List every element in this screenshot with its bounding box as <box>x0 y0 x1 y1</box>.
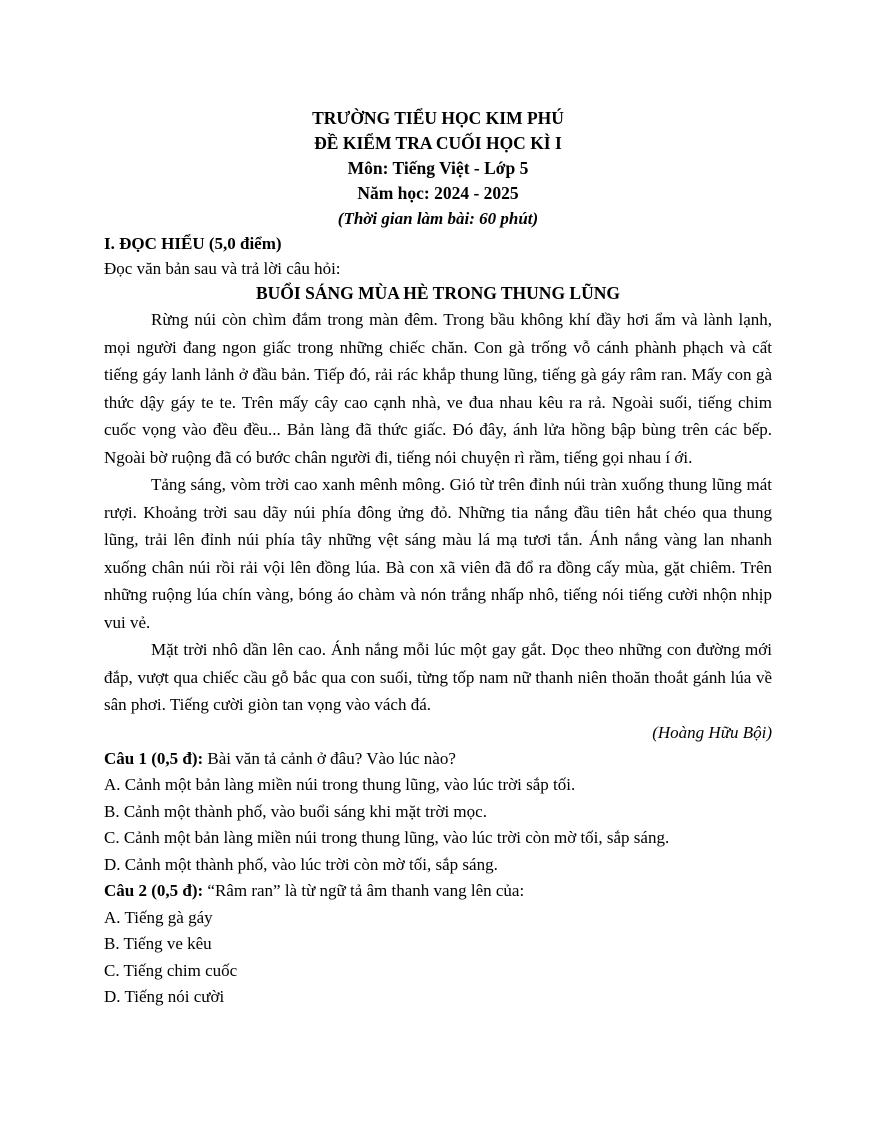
answer-option: A. Tiếng gà gáy <box>104 907 213 927</box>
passage-title: BUỔI SÁNG MÙA HÈ TRONG THUNG LŨNG <box>256 283 620 303</box>
exam-page <box>104 106 772 1011</box>
subject-line: Môn: Tiếng Việt - Lớp 5 <box>347 158 529 178</box>
school-name: TRƯỜNG TIỂU HỌC KIM PHÚ <box>312 108 564 128</box>
passage-author: (Hoàng Hữu Bội) <box>652 722 772 742</box>
passage-paragraph: Rừng núi còn chìm đắm trong màn đêm. Trong bầu không khí đầy hơi ẩm và lành lạnh, mọi người đang ngon giấc trong những chiếc chăn. Con gà trống vỗ cánh phành phạch và cất tiếng gáy lanh lảnh ở đầu bản. Tiếp đó, rải rác khắp thung lũng, tiếng gà gáy râm ran. Mấy con gà thức dậy gáy te te. Trên mấy cây cao cạnh nhà, ve đua nhau kêu ra rả. Ngoài suối, tiếng chim cuốc vọng vào đều đều... Bản làng đã thức giấc. Đó đây, ánh lửa hồng bập bùng trên các bếp. Ngoài bờ ruộng đã có bước chân người đi, tiếng nói chuyện rì rầm, tiếng gọi nhau í ới. <box>104 310 772 467</box>
exam-title: ĐỀ KIỂM TRA CUỐI HỌC KÌ I <box>314 133 562 153</box>
time-limit: (Thời gian làm bài: 60 phút) <box>337 209 539 228</box>
school-year: Năm học: 2024 - 2025 <box>357 183 519 203</box>
answer-option: A. Cảnh một bản làng miền núi trong thung lũng, vào lúc trời sắp tối. <box>104 775 576 794</box>
answer-option: D. Tiếng nói cười <box>104 987 225 1006</box>
section-heading: I. ĐỌC HIỂU (5,0 điểm) <box>104 234 282 253</box>
question-label: Câu 2 (0,5 đ): <box>104 881 204 900</box>
question-2 <box>104 878 772 905</box>
question-1 <box>104 746 772 773</box>
answer-option: C. Tiếng chim cuốc <box>104 960 238 980</box>
answer-option: B. Tiếng ve kêu <box>104 934 212 953</box>
question-text: Bài văn tả cảnh ở đâu? Vào lúc nào? <box>203 748 456 768</box>
section-instruction: Đọc văn bản sau và trả lời câu hỏi: <box>104 259 341 278</box>
answer-option: D. Cảnh một thành phố, vào lúc trời còn mờ tối, sắp sáng. <box>104 854 498 874</box>
answer-option: C. Cảnh một bản làng miền núi trong thung lũng, vào lúc trời còn mờ tối, sắp sáng. <box>104 828 670 847</box>
answer-option: B. Cảnh một thành phố, vào buổi sáng khi mặt trời mọc. <box>104 801 487 821</box>
passage-paragraph: Mặt trời nhô dần lên cao. Ánh nắng mỗi lúc một gay gắt. Dọc theo những con đường mới đắp, vượt qua chiếc cầu gỗ bắc qua con suối, từng tốp nam nữ thanh niên thoăn thoắt gánh lúa về sân phơi. Tiếng cười giòn tan vọng vào vách đá. <box>104 640 772 714</box>
passage-paragraph: Tảng sáng, vòm trời cao xanh mênh mông. Gió từ trên đỉnh núi tràn xuống thung lũng mát rượi. Khoảng trời sau dãy núi phía đông ửng đỏ. Những tia nắng đầu tiên hắt chéo qua thung lũng, trải lên đỉnh núi phía tây những vệt sáng màu lá mạ tươi tắn. Ánh nắng vàng lan nhanh xuống chân núi rồi rải vội lên đồng lúa. Bà con xã viên đã đổ ra đồng cấy mùa, gặt chiêm. Trên những ruộng lúa chín vàng, bóng áo chàm và nón trắng nhấp nhô, tiếng nói tiếng cười nhộn nhịp vui vẻ. <box>104 475 772 632</box>
question-text: “Râm ran” là từ ngữ tả âm thanh vang lên của: <box>203 881 525 900</box>
question-label: Câu 1 (0,5 đ): <box>104 748 204 768</box>
